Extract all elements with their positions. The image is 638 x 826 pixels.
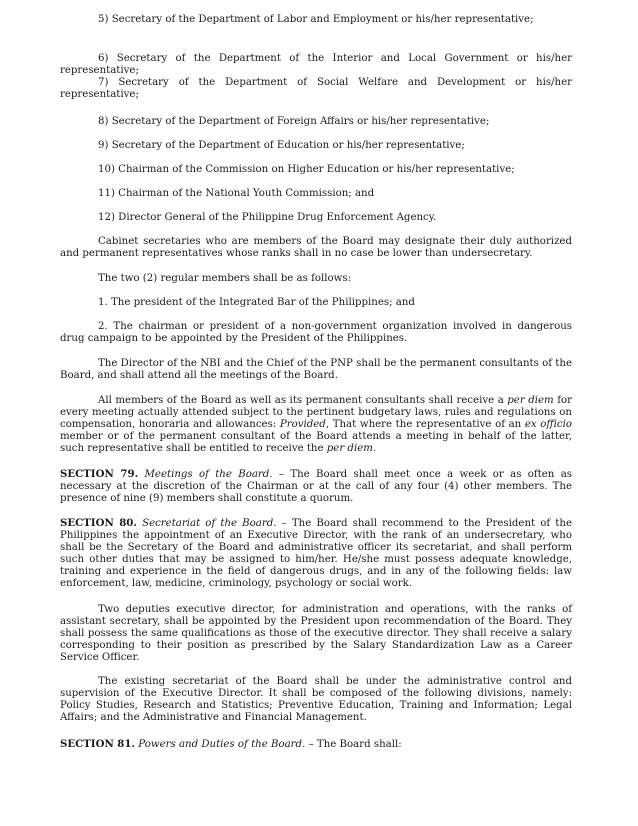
regular-members-intro: The two (2) regular members shall be as follows: <box>98 273 352 284</box>
section-81: SECTION 81. Powers and Duties of the Board. – The Board shall: <box>60 738 402 750</box>
existing-secretariat-paragraph: The existing secretariat of the Board shall be under the administrative control and supervision of the Executive Director. It shall be composed of the following divisions, namely: Policy Studies, Research and Statistics; Preventive Education, Training and Information; Legal Affairs; and the Administrative and Financial Management. <box>60 676 572 724</box>
member-item-5: 5) Secretary of the Department of Labor and Employment or his/her representative; <box>98 14 534 25</box>
section-81-title: Powers and Duties of the Board. <box>138 739 306 750</box>
member-item-7: 7) Secretary of the Department of Social Welfare and Development or his/her representative; <box>60 77 572 101</box>
member-item-11: 11) Chairman of the National Youth Commission; and <box>98 188 375 199</box>
member-item-6: 6) Secretary of the Department of the Interior and Local Government or his/her representative; <box>60 53 572 77</box>
member-item-8: 8) Secretary of the Department of Foreign Affairs or his/her representative; <box>98 116 490 127</box>
regular-member-2: 2. The chairman or president of a non-government organization involved in dangerous drug campaign to be appointed by the President of the Philippines. <box>60 321 572 345</box>
section-79-label: SECTION 79. <box>60 468 139 480</box>
consultants-paragraph: The Director of the NBI and the Chief of the PNP shall be the permanent consultants of the Board, and shall attend all the meetings of the Board. <box>60 358 572 382</box>
member-item-10: 10) Chairman of the Commission on Higher Education or his/her representative; <box>98 164 515 175</box>
member-item-9: 9) Secretary of the Department of Education or his/her representative; <box>98 140 465 151</box>
section-80: SECTION 80. Secretariat of the Board. – The Board shall recommend to the President of the Philippines the appointment of an Executive Director, with the rank of an undersecretary, who shall be the Secretary of the Board and administrative officer its secretariat, and shall perform such other duties that may be assigned to him/her. He/she must possess adequate knowledge, training and experience in the field of dangerous drugs, and in any of the following fields: law enforcement, law, medicine, criminology, psychology or social work. <box>60 517 572 590</box>
section-80-label: SECTION 80. <box>60 517 137 529</box>
section-79-title: Meetings of the Board. <box>144 469 273 480</box>
section-80-title: Secretariat of the Board. <box>142 518 277 529</box>
section-79: SECTION 79. Meetings of the Board. – The Board shall meet once a week or as often as necessary at the discretion of the Chairman or at the call of any four (4) other members. The presence of nine (9) members shall constitute a quorum. <box>60 468 572 505</box>
deputies-paragraph: Two deputies executive director, for administration and operations, with the ranks of assistant secretary, shall be appointed by the President upon recommendation of the Board. They shall possess the same qualifications as those of the executive director. They shall receive a salary corresponding to their position as prescribed by the Salary Standardization Law as a Career Service Officer. <box>60 604 572 664</box>
cabinet-paragraph: Cabinet secretaries who are members of the Board may designate their duly authorized and permanent representatives whose ranks shall in no case be lower than undersecretary. <box>60 236 572 260</box>
member-item-12: 12) Director General of the Philippine Drug Enforcement Agency. <box>98 212 437 223</box>
regular-member-1: 1. The president of the Integrated Bar of the Philippines; and <box>98 297 415 308</box>
section-81-label: SECTION 81. <box>60 738 136 750</box>
per-diem-paragraph: All members of the Board as well as its permanent consultants shall receive a per diem for every meeting actually attended subject to the pertinent budgetary laws, rules and regulations on compensation, honoraria and allowances: Provided, That where the representative of an ex officio member or of the permanent consultant of the Board attends a meeting in behalf of the latter, such representative shall be entitled to receive the per diem. <box>60 395 572 455</box>
